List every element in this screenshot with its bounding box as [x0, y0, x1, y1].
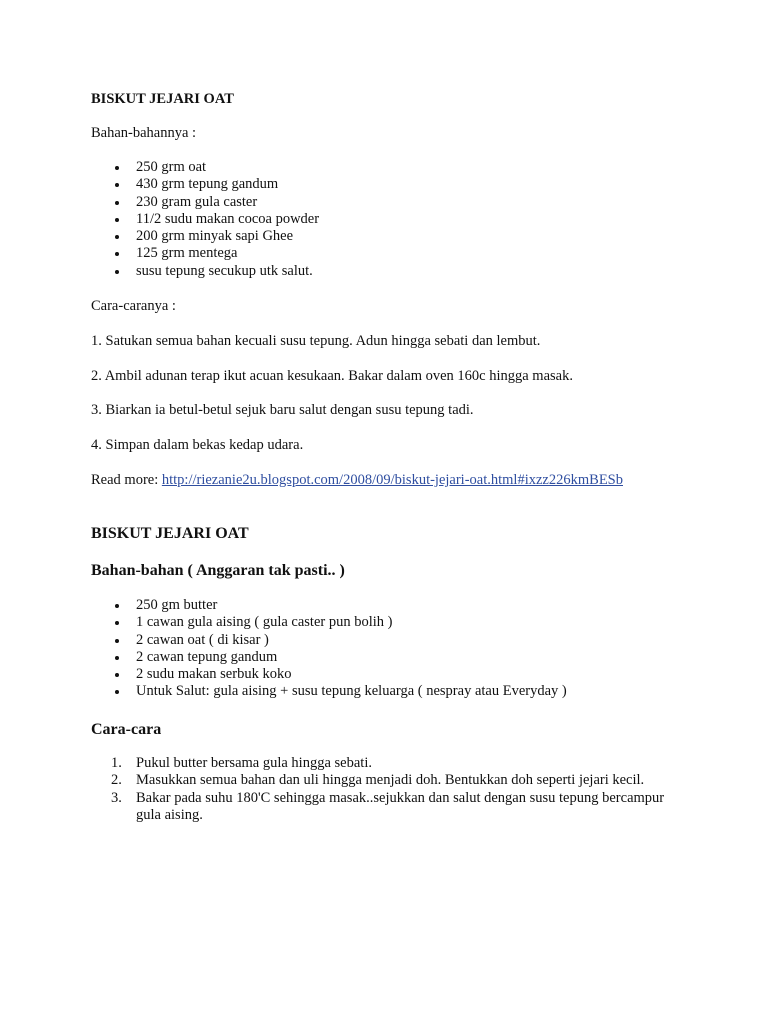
ingredients-heading-1: Bahan-bahannya :: [91, 125, 197, 141]
list-item: 250 grm oat: [91, 159, 319, 176]
bullet-icon: [115, 639, 119, 643]
step-text: Masukkan semua bahan dan uli hingga menjadi doh. Bentukkan doh seperti jejari kecil.: [136, 772, 645, 789]
list-item: 2 sudu makan serbuk koko: [91, 666, 567, 683]
list-item: Untuk Salut: gula aising + susu tepung keluarga ( nespray atau Everyday ): [91, 683, 567, 700]
bullet-icon: [115, 621, 119, 625]
list-item: [91, 755, 671, 772]
list-item: [91, 790, 671, 825]
step-number: 3.: [111, 789, 122, 806]
bullet-icon: [115, 235, 119, 239]
step-1-1: 1. Satukan semua bahan kecuali susu tepung. Adun hingga sebati dan lembut.: [91, 333, 541, 349]
read-more-line: [91, 472, 623, 489]
list-item: 2 cawan oat ( di kisar ): [91, 632, 567, 649]
bullet-icon: [115, 166, 119, 170]
method-heading-1: Cara-caranya :: [91, 298, 176, 314]
list-item: 200 grm minyak sapi Ghee: [91, 228, 319, 245]
list-item: 250 gm butter: [91, 597, 567, 614]
bullet-icon: [115, 183, 119, 187]
read-more-label: Read more:: [91, 472, 162, 488]
method-list-2: [91, 755, 671, 824]
ingredients-heading-2: Bahan-bahan ( Anggaran tak pasti.. ): [91, 562, 345, 579]
bullet-icon: [115, 252, 119, 256]
bullet-icon: [115, 604, 119, 608]
bullet-icon: [115, 218, 119, 222]
list-item: 1 cawan gula aising ( gula caster pun bolih ): [91, 614, 567, 631]
ingredients-list-1: [91, 159, 319, 280]
bullet-icon: [115, 656, 119, 660]
list-item: 430 grm tepung gandum: [91, 176, 319, 193]
list-item: 2 cawan tepung gandum: [91, 649, 567, 666]
method-heading-2: Cara-cara: [91, 721, 162, 738]
list-item: [91, 772, 671, 789]
step-number: 1.: [111, 755, 122, 771]
step-1-2: 2. Ambil adunan terap ikut acuan kesukaan. Bakar dalam oven 160c hingga masak.: [91, 368, 573, 384]
step-number: 2.: [111, 772, 122, 789]
step-text: Pukul butter bersama gula hingga sebati.: [136, 755, 372, 771]
read-more-link[interactable]: http://riezanie2u.blogspot.com/2008/09/biskut-jejari-oat.html#ixzz226kmBESb: [161, 472, 623, 488]
list-item: susu tepung secukup utk salut.: [91, 263, 319, 280]
bullet-icon: [115, 673, 119, 677]
step-1-4: 4. Simpan dalam bekas kedap udara.: [91, 437, 304, 453]
bullet-icon: [115, 201, 119, 205]
bullet-icon: [115, 690, 119, 694]
list-item: 230 gram gula caster: [91, 194, 319, 211]
list-item: 125 grm mentega: [91, 245, 319, 262]
ingredients-list-2: [91, 597, 567, 701]
recipe-title-2: BISKUT JEJARI OAT: [91, 525, 249, 542]
step-text: Bakar pada suhu 180'C sehingga masak..sejukkan dan salut dengan susu tepung bercampur gula aising.: [136, 789, 665, 823]
step-1-3: 3. Biarkan ia betul-betul sejuk baru salut dengan susu tepung tadi.: [91, 402, 474, 418]
list-item: 11/2 sudu makan cocoa powder: [91, 211, 319, 228]
bullet-icon: [115, 270, 119, 274]
recipe-title-1: BISKUT JEJARI OAT: [91, 91, 234, 107]
